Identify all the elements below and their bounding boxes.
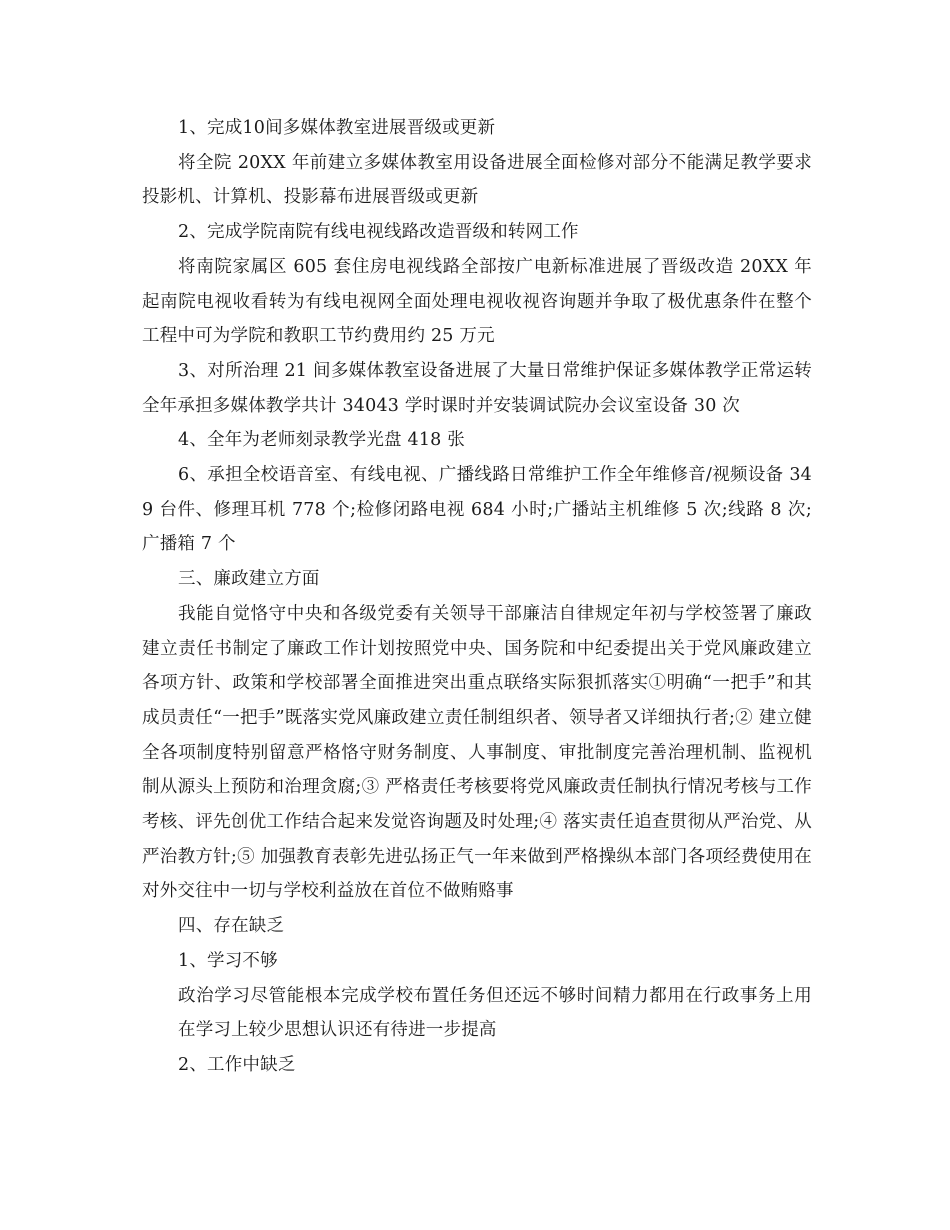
paragraph-item-4: 4、全年为老师刻录教学光盘 418 张 <box>178 430 465 451</box>
section-heading-integrity: 三、廉政建立方面 <box>178 569 320 590</box>
paragraph-item-2-body: 将南院家属区 605 套住房电视线路全部按广电新标准进展了晋级改造 20XX 年起南院电视收看转为有线电视网全面处理电视收视咨询题并争取了极优惠条件在整个工程中可为学院和教职工节约费用约 25 万元 <box>142 256 812 347</box>
paragraph-item-1-body: 将全院 20XX 年前建立多媒体教室用设备进展全面检修对部分不能满足教学要求投影机、计算机、投影幕布进展晋级或更新 <box>142 152 812 208</box>
section-heading-shortcomings: 四、存在缺乏 <box>178 916 285 937</box>
paragraph-item-6: 6、承担全校语音室、有线电视、广播线路日常维护工作全年维修音/视频设备 349 台件、修理耳机 778 个;检修闭路电视 684 小时;广播站主机维修 5 次;线路 8 次;广播箱 7 个 <box>142 465 812 555</box>
paragraph-item-2-heading: 2、完成学院南院有线电视线路改造晋级和转网工作 <box>178 222 579 243</box>
paragraph-study-body: 政治学习尽管能根本完成学校布置任务但还远不够时间精力都用在行政事务上用在学习上较少思想认识还有待进一步提高 <box>178 985 812 1041</box>
document-body <box>142 111 812 1083</box>
paragraph-study-heading: 1、学习不够 <box>178 950 278 971</box>
paragraph-item-1-heading: 1、完成10间多媒体教室进展晋级或更新 <box>178 118 496 138</box>
paragraph-work-heading: 2、工作中缺乏 <box>178 1054 296 1075</box>
paragraph-integrity-body: 我能自觉恪守中央和各级党委有关领导干部廉洁自律规定年初与学校签署了廉政建立责任书制定了廉政工作计划按照党中央、国务院和中纪委提出关于党风廉政建立各项方针、政策和学校部署全面推进突出重点联络实际狠抓落实①明确“一把手”和其成员责任“一把手”既落实党风廉政建立责任制组织者、领导者又详细执行者;② 建立健全各项制度特别留意严格恪守财务制度、人事制度、审批制度完善治理机制、监视机制从源头上预防和治理贪腐;③ 严格责任考核要将党风廉政责任制执行情况考核与工作考核、评先创优工作结合起来发觉咨询题及时处理;④ 落实责任追查贯彻从严治党、从严治教方针;⑤ 加强教育表彰先进弘扬正气一年来做到严格操纵本部门各项经费使用在对外交往中一切与学校利益放在首位不做贿赂事 <box>142 603 812 902</box>
paragraph-item-3: 3、对所治理 21 间多媒体教室设备进展了大量日常维护保证多媒体教学正常运转全年承担多媒体教学共计 34043 学时课时并安装调试院办会议室设备 30 次 <box>142 360 812 416</box>
